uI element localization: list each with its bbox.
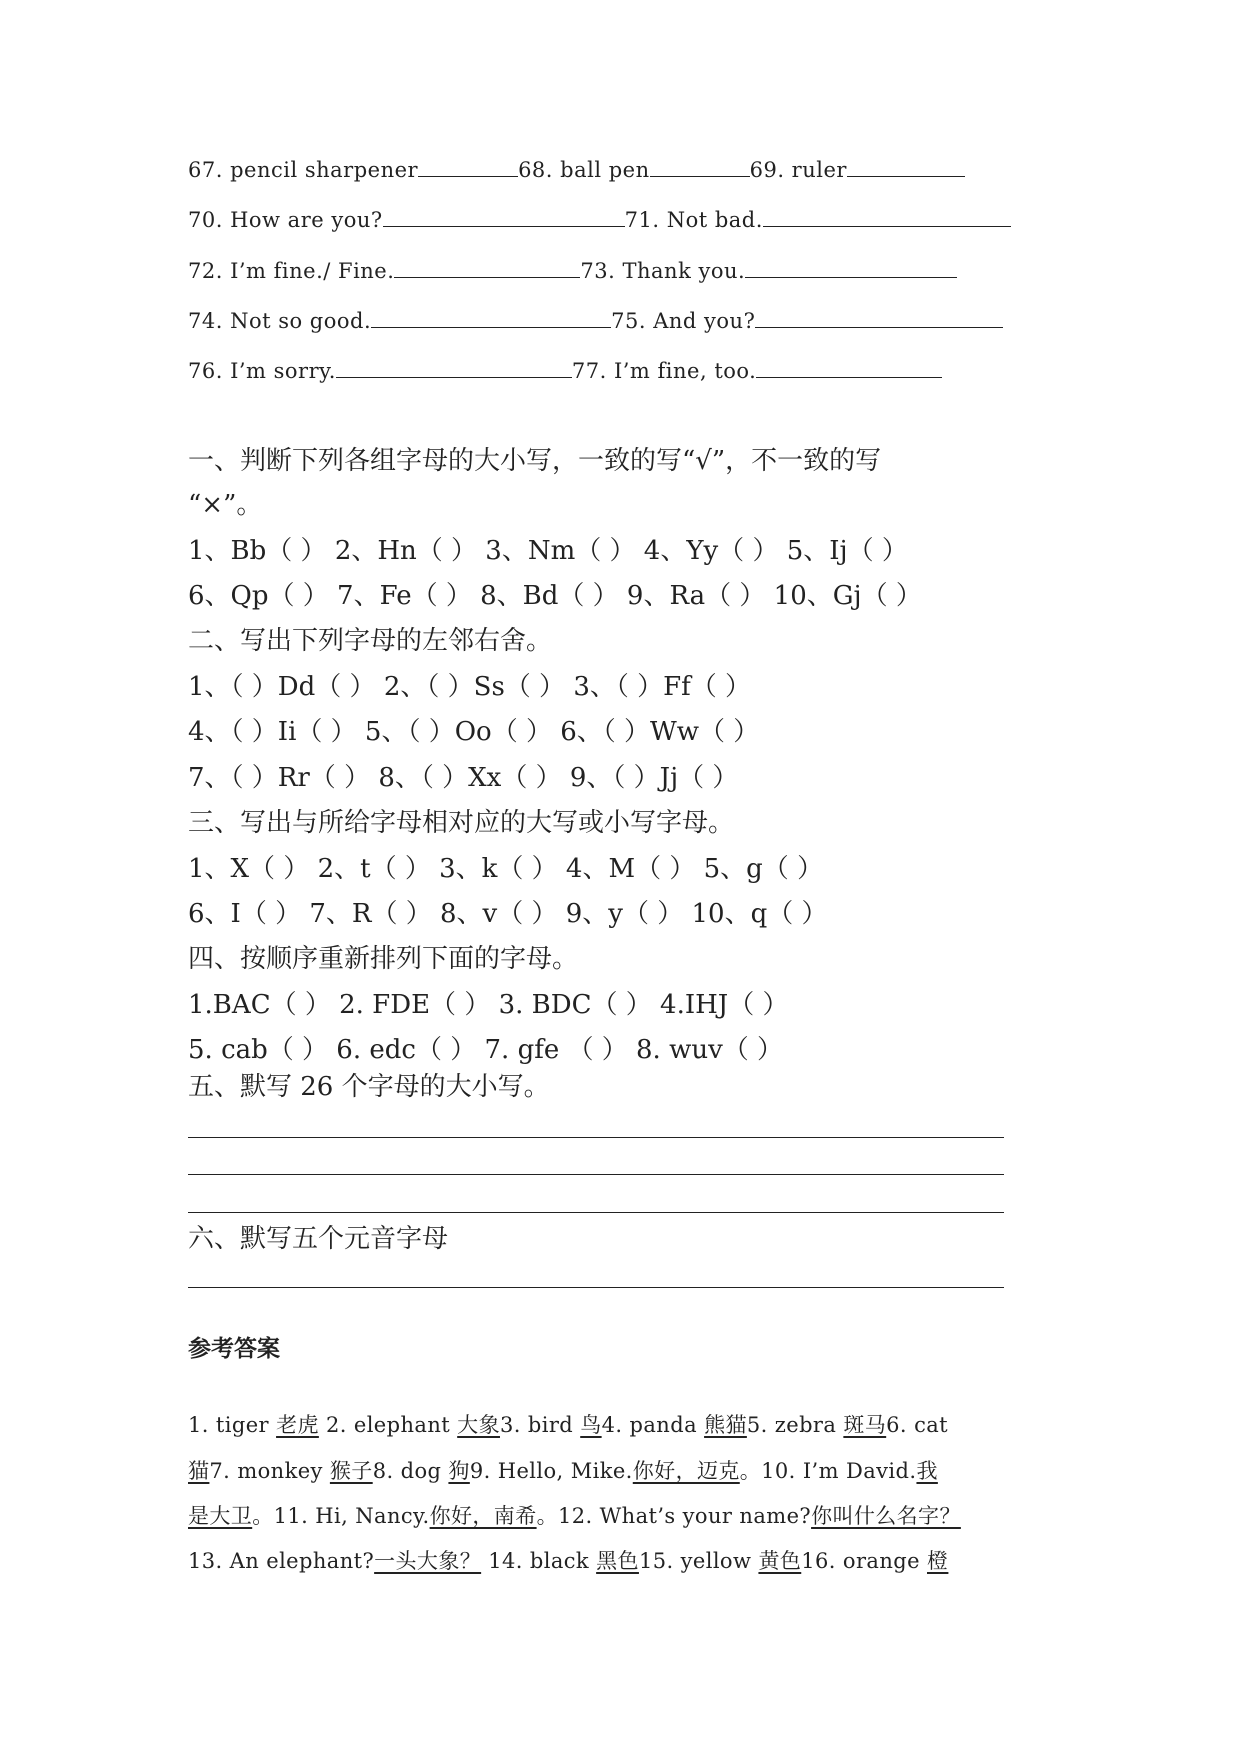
section5-title: 五、默写 26 个字母的大小写。 — [188, 1072, 550, 1102]
section4-title: 四、按顺序重新排列下面的字母。 — [188, 944, 579, 974]
section1-row2: 6、Qp（ ） 7、Fe（ ） 8、Bd（ ） 9、Ra（ ） 10、Gj（ ） — [188, 581, 922, 611]
section1-title-line1: 一、判断下列各组字母的大小写，一致的写“√”，不一致的写 — [188, 446, 882, 476]
section3-row1: 1、X（ ） 2、t（ ） 3、k（ ） 4、M（ ） 5、g（ ） — [188, 854, 824, 884]
vocab-row-3 — [188, 255, 957, 283]
answer-translation: 猴子 — [329, 1459, 373, 1483]
writing-line[interactable] — [188, 1137, 1004, 1138]
vocab-item: 75. And you? — [611, 309, 756, 333]
vocab-item: 76. I’m sorry. — [188, 359, 336, 383]
vocab-item: 69. ruler — [749, 158, 847, 182]
section1-row1: 1、Bb（ ） 2、Hn（ ） 3、Nm（ ） 4、Yy（ ） 5、Ij（ ） — [188, 536, 908, 566]
section2-row3: 7、（ ）Rr（ ） 8、（ ）Xx（ ） 9、（ ）Jj（ ） — [188, 763, 739, 793]
answer-blank[interactable] — [418, 154, 518, 177]
vocab-item: 74. Not so good. — [188, 309, 372, 333]
answer-translation: 我 — [916, 1459, 938, 1483]
answer-term: 6. cat — [886, 1413, 949, 1437]
answer-blank[interactable] — [847, 154, 965, 177]
answer-term: 8. dog — [372, 1459, 449, 1483]
answer-translation: 一头大象？ — [374, 1549, 482, 1573]
vocab-item: 73. Thank you. — [580, 259, 746, 283]
answer-term: 。12. What’s your name? — [536, 1504, 812, 1528]
answer-blank[interactable] — [371, 305, 611, 328]
vocab-row-2 — [188, 204, 1011, 232]
answer-translation: 你叫什么名字？ — [811, 1504, 961, 1528]
answer-line — [188, 1409, 948, 1439]
answer-blank[interactable] — [650, 154, 750, 177]
section3-title: 三、写出与所给字母相对应的大写或小写字母。 — [188, 808, 735, 838]
answer-term: 4. panda — [601, 1413, 705, 1437]
answer-translation: 猫 — [188, 1459, 210, 1483]
answer-term: 2. elephant — [318, 1413, 458, 1437]
section4-row2: 5. cab（ ） 6. edc（ ） 7. gfe （ ） 8. wuv（ ） — [188, 1035, 784, 1065]
answer-term: 14. black — [481, 1549, 597, 1573]
answers-heading: 参考答案 — [188, 1335, 280, 1362]
answer-translation: 你好，南希 — [429, 1504, 537, 1528]
section1-title-line2: “×”。 — [188, 490, 263, 520]
writing-line[interactable] — [188, 1174, 1004, 1175]
answer-term: 5. zebra — [746, 1413, 844, 1437]
answer-blank[interactable] — [336, 355, 572, 378]
writing-line[interactable] — [188, 1212, 1004, 1213]
answer-term: 16. orange — [801, 1549, 927, 1573]
answer-term: 。11. Hi, Nancy. — [252, 1504, 430, 1528]
vocab-item: 77. I’m fine, too. — [571, 359, 757, 383]
section2-row2: 4、（ ）Ii（ ） 5、（ ）Oo（ ） 6、（ ）Ww（ ） — [188, 717, 760, 747]
answer-translation: 熊猫 — [704, 1413, 747, 1437]
section6-title: 六、默写五个元音字母 — [188, 1224, 449, 1254]
answer-term: 7. monkey — [209, 1459, 330, 1483]
vocab-item: 72. I’m fine./ Fine. — [188, 259, 395, 283]
vocab-row-4 — [188, 305, 1003, 333]
answer-translation: 你好，迈克 — [632, 1459, 740, 1483]
vocab-item: 71. Not bad. — [624, 208, 763, 232]
answer-term: 9. Hello, Mike. — [469, 1459, 633, 1483]
answer-blank[interactable] — [745, 255, 957, 278]
vocab-item: 67. pencil sharpener — [188, 158, 419, 182]
section3-row2: 6、I（ ） 7、R（ ） 8、v（ ） 9、y（ ） 10、q（ ） — [188, 899, 828, 929]
answer-blank[interactable] — [394, 255, 580, 278]
answer-line — [188, 1455, 938, 1485]
answer-term: 13. An elephant? — [188, 1549, 375, 1573]
answer-translation: 老虎 — [276, 1413, 319, 1437]
answer-translation: 斑马 — [843, 1413, 887, 1437]
answer-term: 3. bird — [499, 1413, 581, 1437]
section4-row1: 1.BAC（ ） 2. FDE（ ） 3. BDC（ ） 4.IHJ（ ） — [188, 990, 789, 1020]
vocab-item: 70. How are you? — [188, 208, 383, 232]
answer-line — [188, 1500, 961, 1530]
vocab-row-5 — [188, 355, 942, 383]
answer-term: 1. tiger — [188, 1413, 277, 1437]
section2-title: 二、写出下列字母的左邻右舍。 — [188, 626, 553, 656]
answer-term: 。10. I’m David. — [739, 1459, 917, 1483]
section2-row1: 1、（ ）Dd（ ） 2、（ ）Ss（ ） 3、（ ）Ff（ ） — [188, 672, 752, 702]
answer-translation: 橙 — [927, 1549, 949, 1573]
answer-term: 15. yellow — [638, 1549, 759, 1573]
answer-translation: 黑色 — [596, 1549, 639, 1573]
answer-translation: 狗 — [448, 1459, 470, 1483]
vocab-item: 68. ball pen — [518, 158, 650, 182]
vocab-row-1 — [188, 154, 965, 182]
answer-blank[interactable] — [756, 355, 942, 378]
answer-translation: 黄色 — [758, 1549, 802, 1573]
answer-line — [188, 1545, 948, 1575]
answer-blank[interactable] — [383, 204, 625, 227]
answer-blank[interactable] — [755, 305, 1003, 328]
answer-translation: 大象 — [457, 1413, 500, 1437]
answer-translation: 鸟 — [580, 1413, 602, 1437]
answer-translation: 是大卫 — [188, 1504, 253, 1528]
answer-blank[interactable] — [763, 204, 1011, 227]
writing-line[interactable] — [188, 1287, 1004, 1288]
